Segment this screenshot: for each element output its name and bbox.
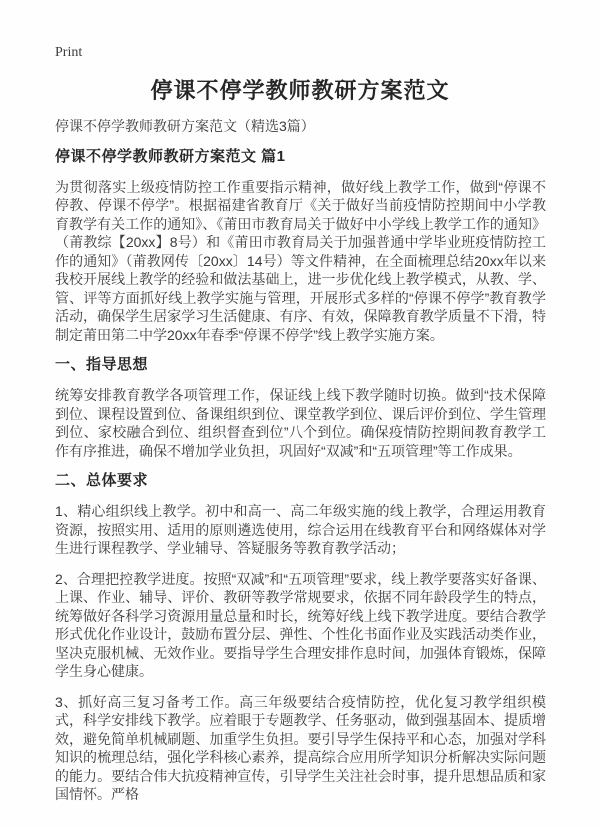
section-heading: 停课不停学教师教研方案范文 篇1 — [55, 147, 286, 165]
section-heading: 一、指导思想 — [55, 356, 149, 373]
document-paragraph: 2、合理把控教学进度。按照“双减”和“五项管理”要求，线上教学要落实好备课、上课、作业、辅导、评价、教研等教学常规要求，依据不同年龄段学生的特点，统筹做好各科学习资源用量总量和时长，统筹好线上线下教学进度。要结合教学形式优化作业设计，鼓励布置分层、弹性、个性化书面作业及实践活动类作业，坚决克服机械、无效作业。要指导学生合理安排作息时间，加强体育锻炼，保障学生身心健康。 — [55, 570, 546, 679]
print-label: Print — [55, 45, 83, 60]
document-paragraph: 停课不停学教师教研方案范文（精选3篇） — [55, 118, 315, 134]
section-heading: 二、总体要求 — [55, 472, 149, 489]
document-paragraph: 为贯彻落实上级疫情防控工作重要指示精神，做好线上教学工作，做到“停课不停教、停课不停学”。根据福建省教育厅《关于做好当前疫情防控期间中小学教育教学有关工作的通知》、《莆田市教育局关于做好中小学线上教学工作的通知》（莆教综【20xx】8号）和《莆田市教育局关于加强普通中学毕业班疫情防控工作的通知》（莆教网传〔20xx〕14号）等文件精神，在全面梳理总结20xx年以来我校开展线上教学的经验和做法基础上，进一步优化线上教学模式，从教、学、管、评等方面抓好线上教学实施与管理，开展形式多样的“停课不停学”教育教学活动，确保学生居家学习生活健康、有序、有效，保障教育教学质量不下滑，特制定莆田第二中学20xx年春季“停课不停学”线上教学实施方案。 — [55, 178, 546, 343]
document-title: 停课不停学教师教研方案范文 — [150, 78, 450, 103]
document-paragraph: 1、精心组织线上教学。初中和高一、高二年级实施的线上教学，合理运用教育资源，按照实用、适用的原则遴选使用，综合运用在线教育平台和网络媒体对学生进行课程教学、学业辅导、答疑服务等教育教学活动； — [55, 503, 546, 556]
document-paragraph: 3、抓好高三复习备考工作。高三年级要结合疫情防控，优化复习教学组织模式，科学安排线下教学。应着眼于专题教学、任务驱动，做到强基固本、提质增效，避免简单机械刷题、加重学生负担。要引导学生保持平和心态，加强对学科知识的梳理总结，强化学科核心素养，提高综合应用所学知识分析解决实际问题的能力。要结合伟大抗疫精神宣传，引导学生关注社会时事，提升思想品质和家国情怀。严格 — [55, 693, 546, 802]
document-body — [55, 117, 546, 816]
document-paragraph: 统筹安排教育教学各项管理工作，保证线上线下教学随时切换。做到“技术保障到位、课程设置到位、备课组织到位、课堂教学到位、课后评价到位、学生管理到位、家校融合到位、组织督查到位”八个到位。确保疫情防控期间教育教学工作有序推进，确保不增加学业负担，巩固好“双减”和“五项管理”等工作成果。 — [55, 387, 546, 459]
